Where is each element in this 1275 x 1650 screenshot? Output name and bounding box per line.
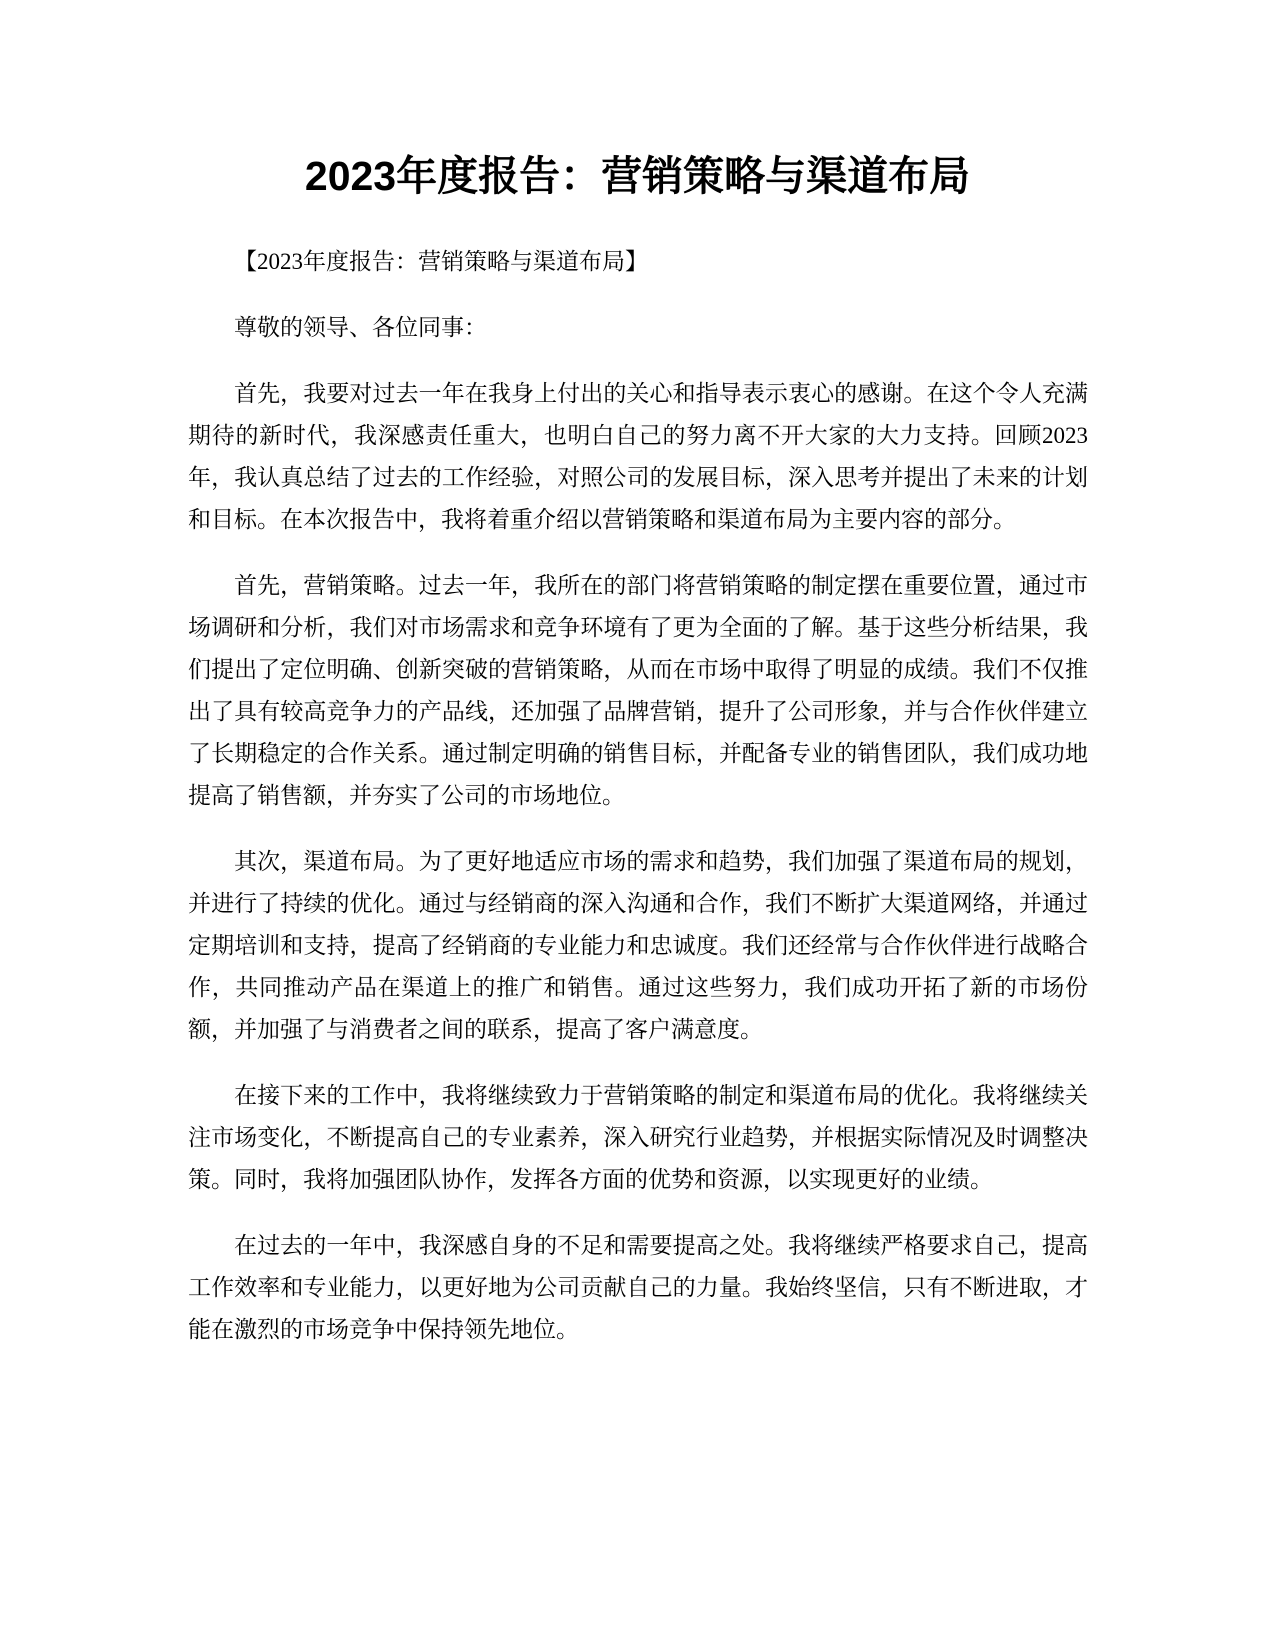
paragraph-channel-layout: 其次，渠道布局。为了更好地适应市场的需求和趋势，我们加强了渠道布局的规划，并进行了持续的优化。通过与经销商的深入沟通和合作，我们不断扩大渠道网络，并通过定期培训和支持，提高了经销商的专业能力和忠诚度。我们还经常与合作伙伴进行战略合作，共同推动产品在渠道上的推广和销售。通过这些努力，我们成功开拓了新的市场份额，并加强了与消费者之间的联系，提高了客户满意度。	[188, 849, 1088, 1042]
report-heading-bracketed: 【2023年度报告：营销策略与渠道布局】	[234, 249, 648, 274]
salutation: 尊敬的领导、各位同事：	[234, 315, 487, 340]
document-title: 2023年度报告：营销策略与渠道布局	[304, 153, 971, 199]
document-body	[188, 241, 1088, 1375]
paragraph-intro: 首先，我要对过去一年在我身上付出的关心和指导表示衷心的感谢。在这个令人充满期待的新时代，我深感责任重大，也明白自己的努力离不开大家的大力支持。回顾2023年，我认真总结了过去的工作经验，对照公司的发展目标，深入思考并提出了未来的计划和目标。在本次报告中，我将着重介绍以营销策略和渠道布局为主要内容的部分。	[188, 381, 1088, 532]
paragraph-self-reflection: 在过去的一年中，我深感自身的不足和需要提高之处。我将继续严格要求自己，提高工作效率和专业能力，以更好地为公司贡献自己的力量。我始终坚信，只有不断进取，才能在激烈的市场竞争中保持领先地位。	[188, 1233, 1088, 1342]
paragraph-marketing-strategy: 首先，营销策略。过去一年，我所在的部门将营销策略的制定摆在重要位置，通过市场调研和分析，我们对市场需求和竞争环境有了更为全面的了解。基于这些分析结果，我们提出了定位明确、创新突破的营销策略，从而在市场中取得了明显的成绩。我们不仅推出了具有较高竞争力的产品线，还加强了品牌营销，提升了公司形象，并与合作伙伴建立了长期稳定的合作关系。通过制定明确的销售目标，并配备专业的销售团队，我们成功地提高了销售额，并夯实了公司的市场地位。	[188, 573, 1088, 808]
paragraph-future-work: 在接下来的工作中，我将继续致力于营销策略的制定和渠道布局的优化。我将继续关注市场变化，不断提高自己的专业素养，深入研究行业趋势，并根据实际情况及时调整决策。同时，我将加强团队协作，发挥各方面的优势和资源，以实现更好的业绩。	[188, 1083, 1088, 1192]
